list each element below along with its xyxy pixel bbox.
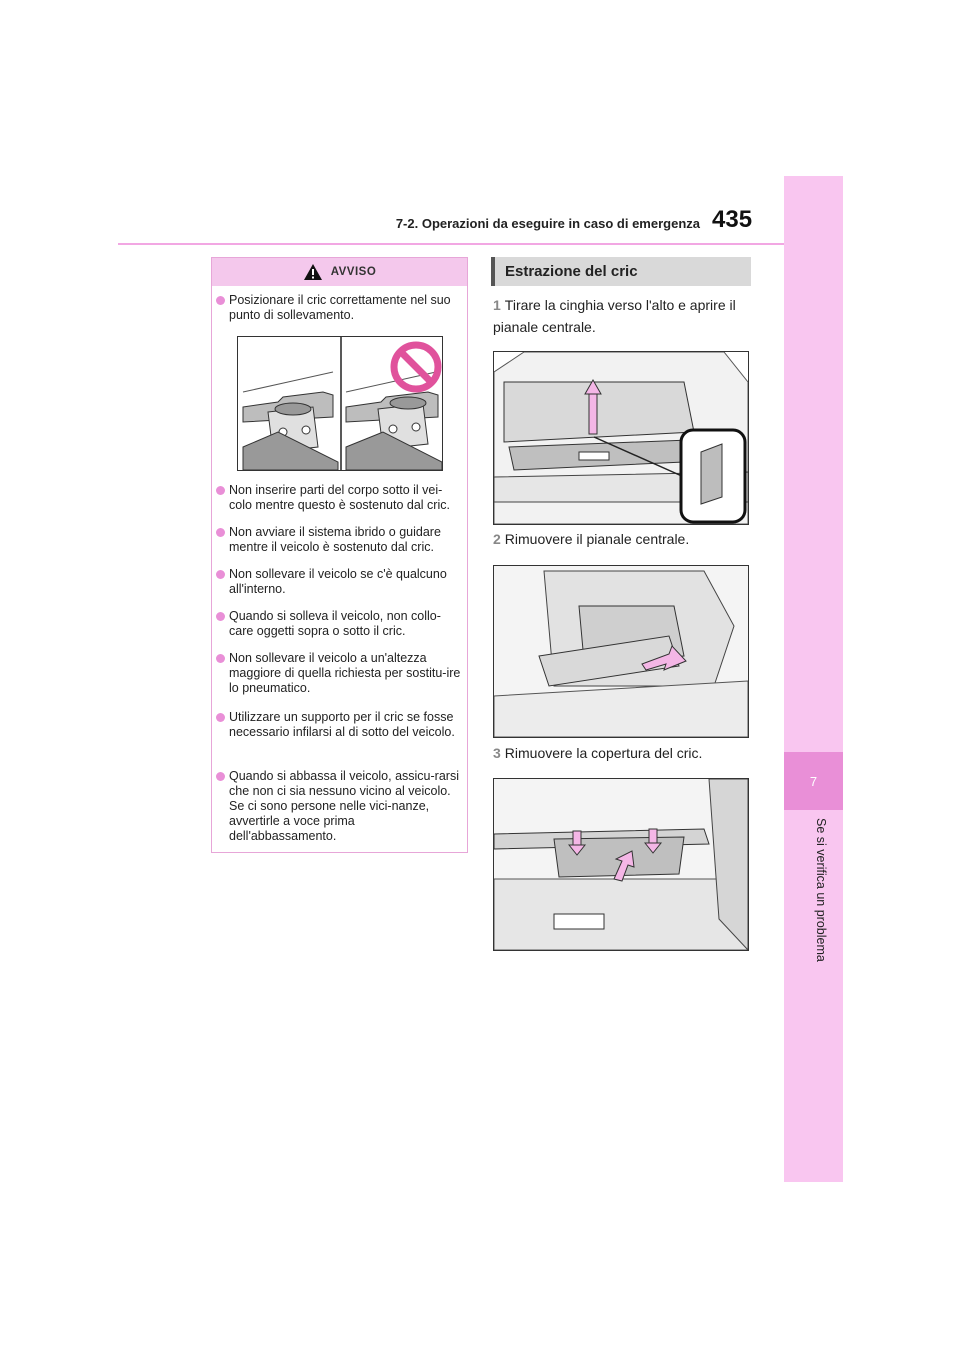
warning-title: AVVISO xyxy=(330,266,377,278)
warning-item: Non sollevare il veicolo a un'altezza maggiore di quella richiesta per sostitu-ire lo pneumatico. xyxy=(216,651,462,696)
remove-deck-board-illustration xyxy=(493,565,749,738)
chapter-side-tab xyxy=(784,176,843,1182)
warning-item: Non avviare il sistema ibrido o guidare mentre il veicolo è sostenuto dal cric. xyxy=(216,525,462,555)
step-1 xyxy=(493,294,753,338)
step-number: 3 xyxy=(493,745,501,761)
page-number: 435 xyxy=(712,206,753,233)
warning-item: Quando si solleva il veicolo, non collo-care oggetti sopra o sotto il cric. xyxy=(216,609,462,639)
header-section-title: 7-2. Operazioni da eseguire in caso di emergenza xyxy=(395,216,700,231)
step-text: Tirare la cinghia verso l'alto e aprire il pianale centrale. xyxy=(493,297,736,335)
section-title: Estrazione del cric xyxy=(505,263,638,280)
open-deck-board-illustration xyxy=(493,351,749,525)
warning-item: Quando si abbassa il veicolo, assicu-rarsi che non ci sia nessuno vicino al veicolo. Se ci sono persone nelle vici-nanze, avvertirle a voce prima dell'abbassamento. xyxy=(216,769,462,844)
step-text: Rimuovere la copertura del cric. xyxy=(504,745,703,761)
chapter-number-badge: 7 xyxy=(784,752,843,810)
warning-triangle-icon xyxy=(303,263,323,281)
jack-position-illustration xyxy=(237,336,443,471)
step-2 xyxy=(493,528,753,550)
chapter-label xyxy=(784,818,843,988)
section-heading xyxy=(491,257,751,286)
warning-item: Utilizzare un supporto per il cric se fosse necessario infilarsi al di sotto del veicolo. xyxy=(216,710,462,740)
prohibition-icon xyxy=(394,345,438,389)
warning-item: Non sollevare il veicolo se c'è qualcuno all'interno. xyxy=(216,567,462,597)
warning-header xyxy=(212,258,467,286)
remove-jack-cover-illustration xyxy=(493,778,749,951)
step-3 xyxy=(493,742,753,764)
warning-item: Posizionare il cric correttamente nel suo punto di sollevamento. xyxy=(216,293,462,323)
chapter-label-text: Se si verifica un problema xyxy=(814,818,828,962)
header-rule xyxy=(118,243,784,245)
warning-item: Non inserire parti del corpo sotto il vei-colo mentre questo è sostenuto dal cric. xyxy=(216,483,462,513)
step-text: Rimuovere il pianale centrale. xyxy=(504,531,690,547)
step-number: 1 xyxy=(493,297,501,313)
step-number: 2 xyxy=(493,531,501,547)
